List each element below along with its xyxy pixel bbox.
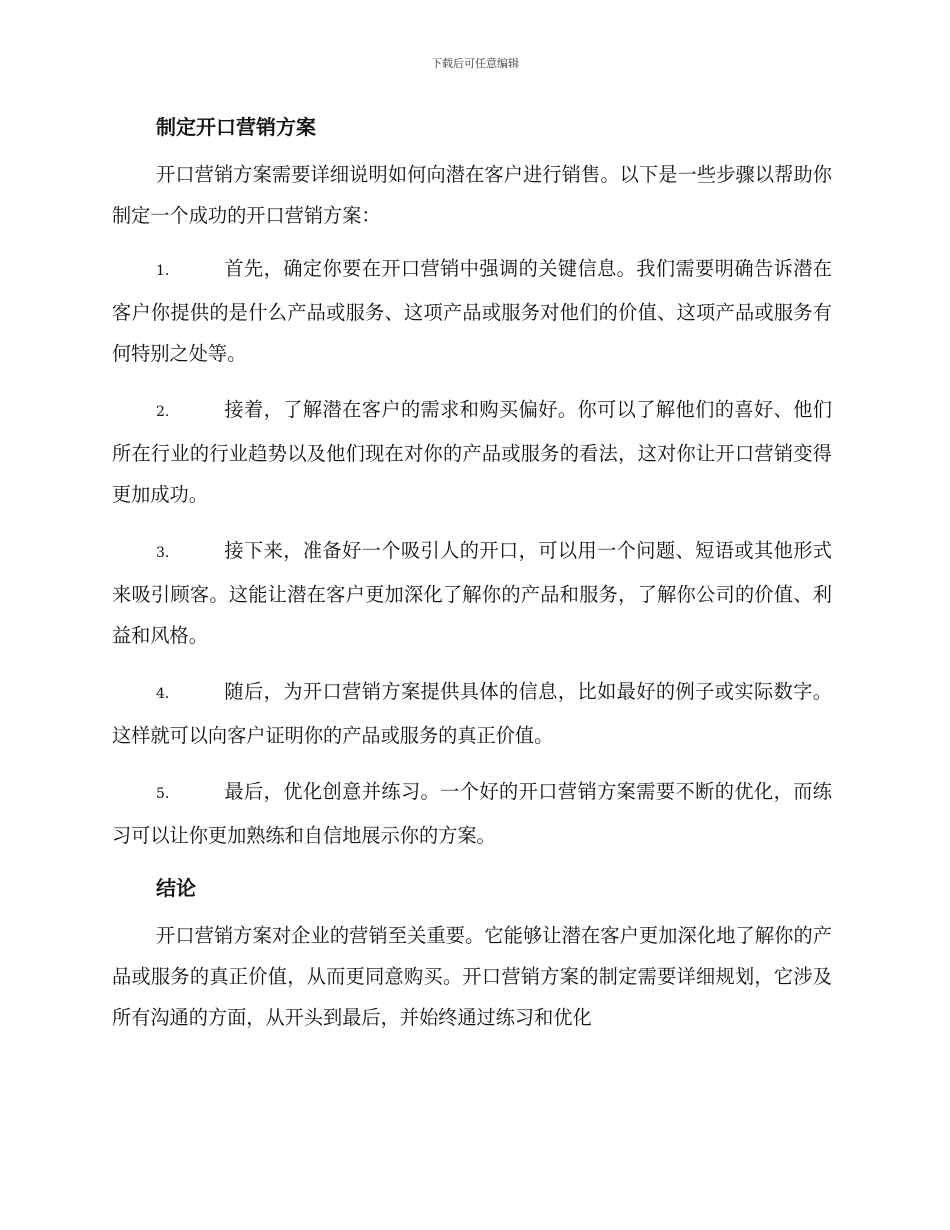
list-item-text: 接下来，准备好一个吸引人的开口，可以用一个问题、短语或其他形式来吸引顾客。这能让潜在客户更加深化了解你的产品和服务，了解你公司的价值、利益和风格。 [112, 539, 832, 647]
conclusion-paragraph: 开口营销方案对企业的营销至关重要。它能够让潜在客户更加深化地了解你的产品或服务的真正价值，从而更同意购买。开口营销方案的制定需要详细规划，它涉及所有沟通的方面，从开头到最后，并始终通过练习和优化 [112, 924, 832, 1029]
page-header-note: 下载后可任意编辑 [431, 57, 519, 70]
document-body [112, 110, 832, 1038]
list-number: 2. [156, 404, 170, 420]
list-number: 3. [156, 545, 170, 561]
list-item [112, 389, 832, 515]
list-item-text: 随后，为开口营销方案提供具体的信息，比如最好的例子或实际数字。这样就可以向客户证明你的产品或服务的真正价值。 [112, 680, 832, 747]
list-item [112, 771, 832, 856]
list-number: 1. [156, 263, 170, 279]
steps-list [112, 248, 832, 856]
document-title: 制定开口营销方案 [156, 115, 316, 139]
intro-paragraph: 开口营销方案需要详细说明如何向潜在客户进行销售。以下是一些步骤以帮助你制定一个成功的开口营销方案： [112, 163, 832, 227]
list-item-text: 首先，确定你要在开口营销中强调的关键信息。我们需要明确告诉潜在客户你提供的是什么产品或服务、这项产品或服务对他们的价值、这项产品或服务有何特别之处等。 [112, 257, 832, 365]
list-item-text: 最后，优化创意并练习。一个好的开口营销方案需要不断的优化，而练习可以让你更加熟练和自信地展示你的方案。 [112, 780, 832, 847]
list-number: 5. [156, 786, 170, 802]
list-item-text: 接着，了解潜在客户的需求和购买偏好。你可以了解他们的喜好、他们所在行业的行业趋势以及他们现在对你的产品或服务的看法，这对你让开口营销变得更加成功。 [112, 398, 832, 506]
list-item [112, 248, 832, 374]
list-number: 4. [156, 686, 170, 702]
conclusion-heading: 结论 [156, 876, 196, 900]
list-item [112, 671, 832, 756]
list-item [112, 530, 832, 656]
